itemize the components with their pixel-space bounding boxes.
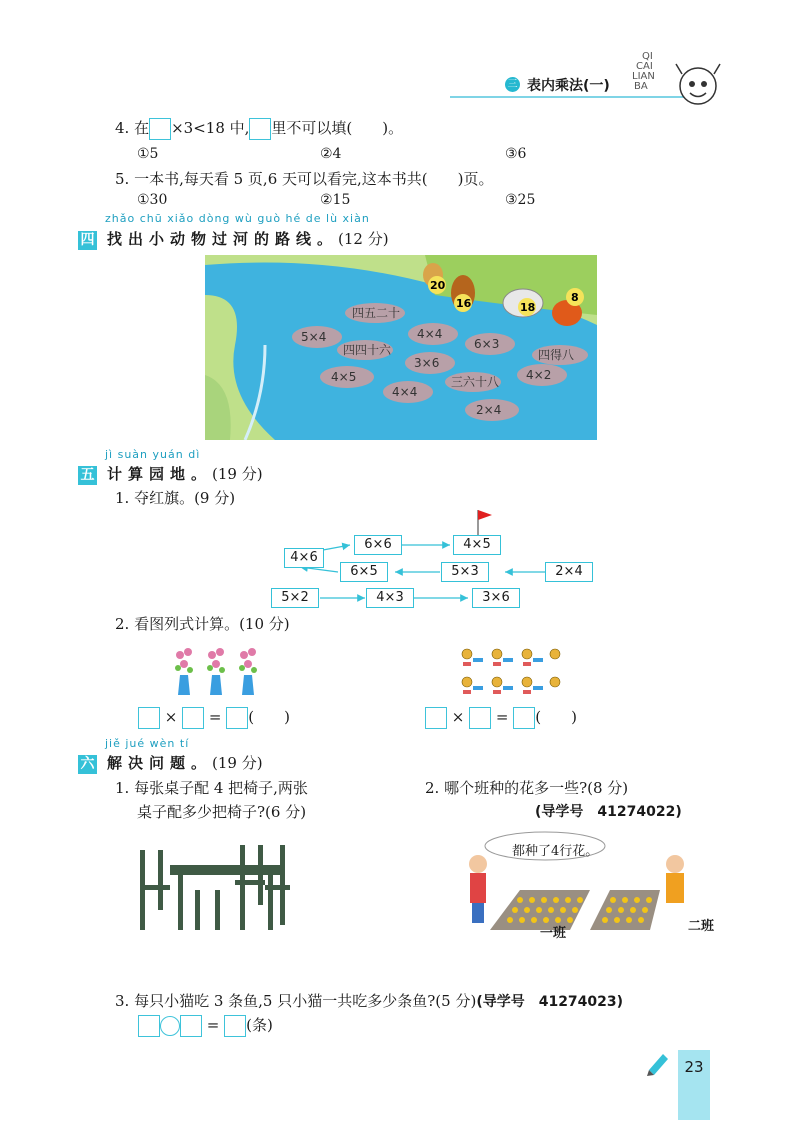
animal-number: 18 xyxy=(520,301,536,314)
stone: 4×5 xyxy=(331,370,357,384)
sec6-heading: 六 解决问题。(19 分) xyxy=(78,752,263,774)
operator-circle[interactable] xyxy=(160,1016,180,1036)
sec4-heading: 四 找出小动物过河的路线。(12 分) xyxy=(78,228,389,250)
route-box[interactable]: 6×5 xyxy=(340,562,388,582)
route-box[interactable]: 6×6 xyxy=(354,535,402,555)
stone: 2×4 xyxy=(476,403,502,417)
route-box[interactable]: 5×2 xyxy=(271,588,319,608)
sec6-q1-line2: 桌子配多少把椅子?(6 分) xyxy=(137,803,307,821)
pencil-icon xyxy=(645,1048,675,1076)
table-chairs-icon xyxy=(140,840,300,935)
stone: 四得八 xyxy=(538,348,575,362)
unit-badge: 三 xyxy=(505,77,520,92)
q4-option-3[interactable]: ③6 xyxy=(505,146,527,162)
sec5-heading: 五 计算园地。(19 分) xyxy=(78,463,263,485)
sec5-pinyin: jì suàn yuán dì xyxy=(105,448,201,461)
route-box[interactable]: 2×4 xyxy=(545,562,593,582)
speech-bubble-text: 都种了4行花。 xyxy=(512,844,599,859)
stone: 4×4 xyxy=(392,385,418,399)
route-box[interactable]: 3×6 xyxy=(472,588,520,608)
sec6-q3: 3. 每只小猫吃 3 条鱼,5 只小猫一共吃多少条鱼?(5 分)(导学号 41274023) xyxy=(115,992,624,1010)
page-number: 23 xyxy=(678,1050,710,1120)
sec6-q2: 2. 哪个班种的花多一些?(8 分) xyxy=(425,779,629,797)
q5-option-3[interactable]: ③25 xyxy=(505,192,536,208)
chapter-title: 表内乘法(一) xyxy=(527,78,610,94)
keys-icon xyxy=(455,640,565,700)
question-5: 5. 一本书,每天看 5 页,6 天可以看完,这本书共( )页。 xyxy=(115,170,494,188)
stone: 三六十八 xyxy=(451,375,500,389)
animal-number: 20 xyxy=(430,279,446,292)
sec5-q1: 1. 夺红旗。(9 分) xyxy=(115,489,236,507)
class-1-label: 一班 xyxy=(540,926,567,941)
route-box[interactable]: 4×6 xyxy=(284,548,324,568)
stone: 四四十六 xyxy=(343,343,392,357)
series-mark: QI CAI LIAN BA xyxy=(632,51,655,92)
q4-option-1[interactable]: ①5 xyxy=(137,146,159,162)
fish-equation: = (条) xyxy=(138,1014,273,1037)
sec6-q2-ref: (导学号 41274022) xyxy=(535,804,682,820)
animal-number: 16 xyxy=(456,297,472,310)
stone: 5×4 xyxy=(301,330,327,344)
q5-option-1[interactable]: ①30 xyxy=(137,192,168,208)
sec4-pinyin: zhǎo chū xiǎo dòng wù guò hé de lù xiàn xyxy=(105,212,370,225)
q4-option-2[interactable]: ②4 xyxy=(320,146,342,162)
route-box[interactable]: 5×3 xyxy=(441,562,489,582)
class-2-label: 二班 xyxy=(688,919,715,934)
sec6-q1-line1: 1. 每张桌子配 4 把椅子,两张 xyxy=(115,779,308,797)
mascot-icon xyxy=(668,60,728,110)
stone: 4×4 xyxy=(417,327,443,341)
river-illustration xyxy=(205,255,597,440)
answer-box[interactable] xyxy=(149,118,171,140)
animal-number: 8 xyxy=(571,291,579,304)
key-equation: × = ( ) xyxy=(425,706,577,729)
stone: 3×6 xyxy=(414,356,440,370)
stone: 4×2 xyxy=(526,368,552,382)
sec6-pinyin: jiě jué wèn tí xyxy=(105,737,190,750)
vase-equation: × = ( ) xyxy=(138,706,290,729)
red-flag-icon xyxy=(478,510,492,520)
question-4: 4. 在 ×3<18 中, 里不可以填( )。 xyxy=(115,117,403,140)
flower-vases-icon xyxy=(168,640,268,700)
stone: 6×3 xyxy=(474,337,500,351)
route-box[interactable]: 4×3 xyxy=(366,588,414,608)
sec5-q2: 2. 看图列式计算。(10 分) xyxy=(115,615,290,633)
stone: 四五二十 xyxy=(352,306,401,320)
q5-option-2[interactable]: ②15 xyxy=(320,192,351,208)
route-box[interactable]: 4×5 xyxy=(453,535,501,555)
answer-box[interactable] xyxy=(249,118,271,140)
